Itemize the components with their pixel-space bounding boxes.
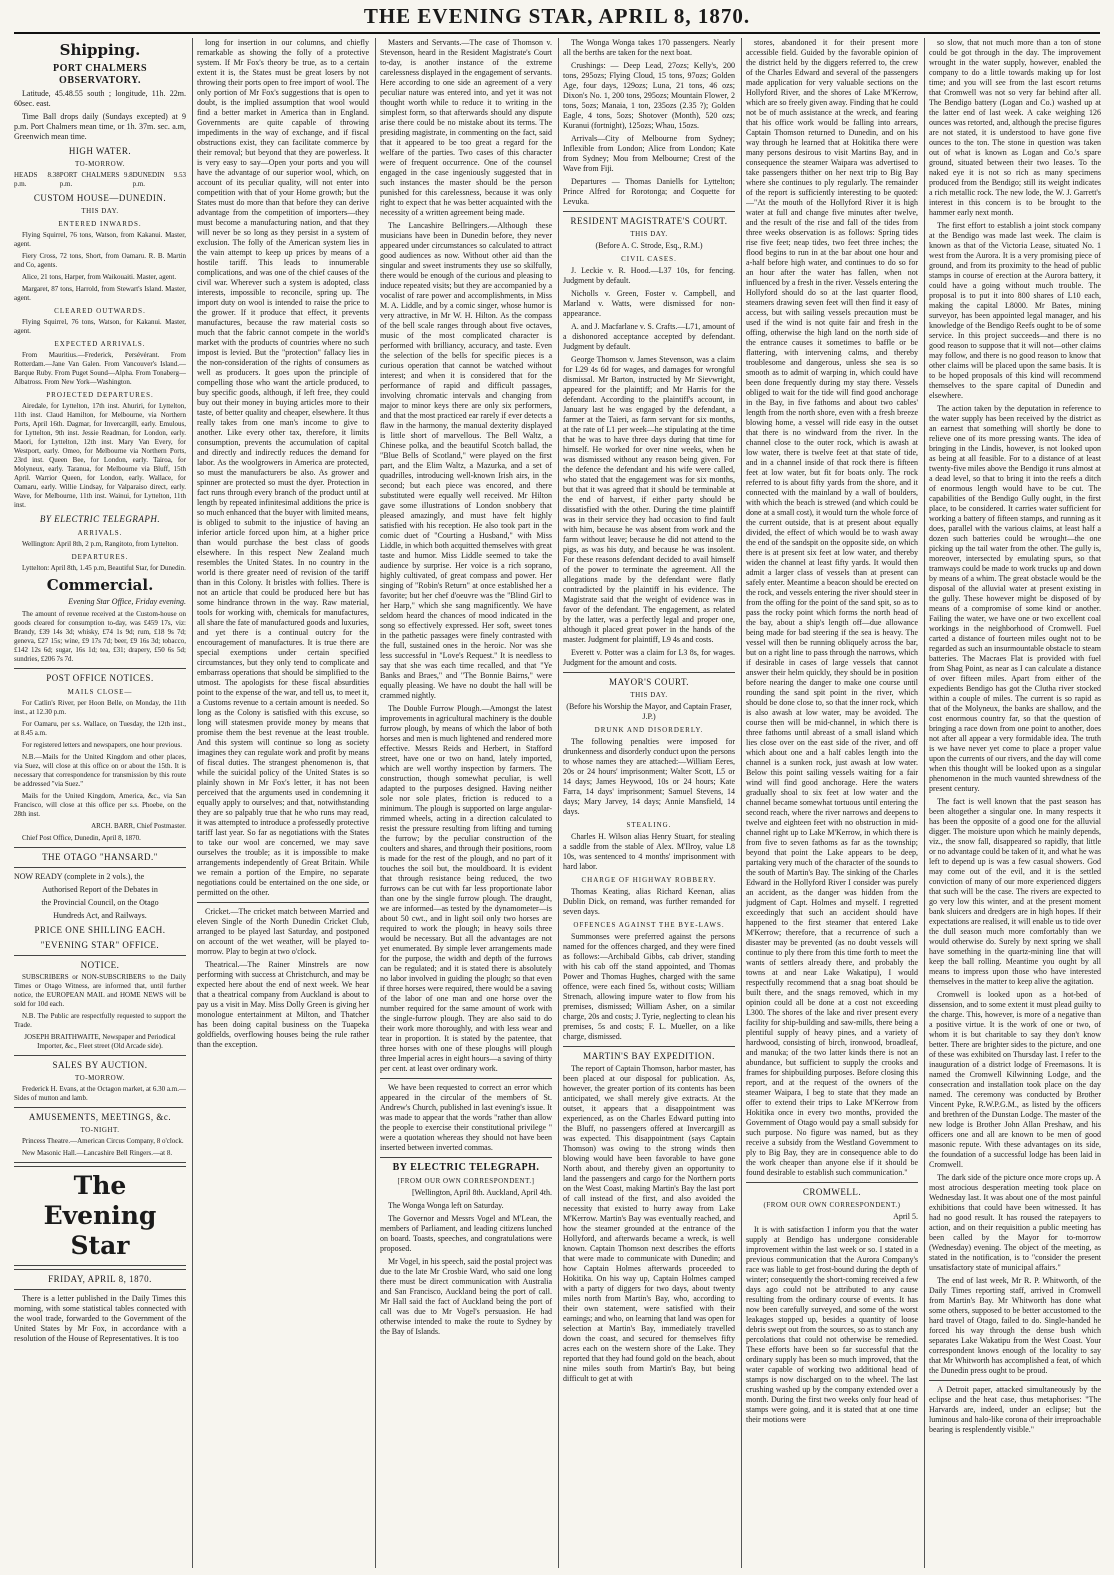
mc-before: (Before his Worship the Mayor, and Captain Fraser, J.P.) [566, 702, 732, 721]
arrivals-paragraph: Arrivals—City of Melbourne from Sydney; Inflexible from London; Alice from London; Kate from Sydney; Mou from Melbourne; Crest of the Wave from Fiji. [563, 134, 735, 173]
divider [14, 668, 186, 669]
column-1 [14, 38, 186, 1568]
divider [14, 1107, 186, 1108]
auction-tomorrow: TO-MORROW. [75, 1074, 125, 1082]
commercial-office: Evening Star Office, Friday evening. [68, 597, 186, 606]
masthead-rule [14, 32, 1100, 34]
outwards-entry: Flying Squirrel, 76 tons, Watson, for Kakanui. Master, agent. [14, 318, 186, 335]
entered-inwards-heading: ENTERED INWARDS. [58, 220, 142, 228]
this-day-label: THIS DAY. [81, 207, 119, 215]
evening-star-logo: The Evening Star [43, 1171, 157, 1260]
hansard-price: PRICE ONE SHILLING EACH. [34, 925, 166, 935]
divider [563, 211, 735, 212]
hansard-line: the Provincial Council, on the Otago [41, 898, 159, 907]
cromwell-paragraph: The fact is well known that the past season has been altogether a singular one. In many respects it has been the opposite of a good one for the alluvial digger. The moisture upon which he mainly depends, viz., the snow fall, disappeared so rapidly, that little or no advantage could be taken of it, and what he was left to depend up is was a few casual showers. God may come out of the evil, and it is the settled conviction of many of our more experienced diggers that such will be the case. The rivers are expected to go very low this winter, and at the present moment bank sluicers and dredgers are in high hopes. If their expectations are realised, it will enable us to tide over the dull season much more comfortably than we would otherwise do. Surely by next spring we shall have something in the quartz-mining line that will keep the ball rolling. Meantime you ought by all means to impress upon those who have interested themselves in the matter to keep alive the agitation. [929, 797, 1101, 986]
divider [14, 955, 186, 956]
telegraph-item: The Wonga Wonga takes 170 passengers. Nearly all the berths are taken for the next boat. [563, 38, 735, 57]
hansard-line: NOW READY (complete in 2 vols.), the [14, 872, 145, 881]
column-rule [741, 38, 742, 1568]
divider [380, 1078, 552, 1079]
tide-table [14, 171, 186, 189]
court-case: Nicholls v. Green, Foster v. Campbell, and Marland v. Watts, were dismissed for non-appearance. [563, 289, 735, 318]
tomorrow-label: TO-MORROW. [75, 160, 125, 168]
tel-arrival-entry: Wellington: April 8th, 2 p.m, Rangitoto, from Lyttelton. [22, 540, 179, 548]
bellringers-paragraph: The Lancashire Bellringers.—Although these musicians have been in Dunedin before, they never appeared under circumstances so calculated to attract good audiences as now. Without other aid than the singular and sweet instruments they use so skilfully, there would be enough of the curious and pleasing to induce repeated visits; but they are accompanied by a vocalist of rare power and accomplishments, in Miss M. A. Liddle, and by a comic singer, whose humor is very attractive, in Mr W. H. Hilton. As the compass of the bell scale ranges through about five octaves, music of the most complicated character is performed with brilliancy, accuracy, and taste. Even the selection of the bells for specific pieces is a curious operation that cannot be watched without interest; and when it is considered that for the performance of rapid and difficult passages, involving chromatic intervals and changing from major to minor keys there are only six performers, and that the most practiced ear rarely if ever detects a flaw in the harmony, the manual dexterity displayed is little short of marvellous. The Bell Waltz, a Chinese polka, and the beautiful Scotch ballad, the "Blue Bells of Scotland," were played on the first part, and the Elim Waltz, a Mazurka, and a set of quadrilles, introducing well-known Irish airs, in the second; but each piece was encored, and there substituted were equally well received. Mr Hilton gave some illustrations of London snobbery that pleased amazingly, and must have felt highly satisfied with his reception. He also took part in the comic duet of "Courting a Husband," with Miss Liddle, in which both acquitted themselves with great taste and humor. Miss Liddle seemed to take the audience by surprise. Her voice is a rich soprano, highly cultivated, of great compass and power. Her singing of "Robin's Return" at once established her a favorite; but her chef d'oeuvre was the "Blind Girl to her Harp," which she sang magnificently. We have seldom heard the chances of mood indicated in the song so effectively expressed. Her soft, sweet tones in the pathetic passages were finely contrasted with the full, sustained ones in the heroic. Nor was she less successful in "Love's Request." It is needless to say that she was each time recalled, and that "Ye Banks and Braes," and "The Bonnie Bairns," were equally pleasing. We have no doubt the hall will be crammed nightly. [380, 221, 552, 700]
own-correspondent-label: [FROM OUR OWN CORRESPONDENT.] [397, 1177, 535, 1185]
commercial-title: Commercial. [46, 576, 154, 594]
telegraph-item: Mr Vogel, in his speech, said the postal project was due to the late Mr Crosbie Ward, who said one long there must be direct communication with Australia and San Francisco, Auckland being the port of call. Mr Hall said the fact of Auckland being the port of call was due to Mr Vogel's persuasion. He had otherwise intended to make the route to Sydney by the Bay of Islands. [380, 1257, 552, 1336]
martins-bay-continuation: stores, abandoned it for their present more accessible field. Guided by the favorable opinion of the district held by the diggers referred to, the crew of the Charles Edward and several of the passengers made application for very valuable sections on the Hollyford River, and the shores of Lake M'Kerrow, which are so freely given away. Finding that he could not be of much assistance at the wreck, and fearing that his office work would be falling into arrears, Captain Thomson returned to Dunedin, and on his way through he learned that at Hokitika there were many persons desirous to visit Martins Bay, and in consequence the steamer Waipara was advertised to take passengers thither on her next trip to Big Bay where she continues to ply regularly. The remainder of the report is sufficiently interesting to be quoted:—"At the mouth of the Hollyford River it is high water at full and change five minutes after twelve, and the result of the rise and fall of the tides from three weeks observation is as follows: Spring tides rise five feet; neap tides, two feet three inches; the flood begins to run in at the bar about one hour and a-half before high water, and continues to do so for an hour after the water has fallen, when not influenced by a fresh in the river. Vessels entering the Hollyford should do so at the last quarter flood, steamers drawing seven feet will then find it easy of access, but with sailing vessels precaution must be used if the wind is not quite fair and fresh in the offing, otherwise the high land on the north side of the entrance causes it sometimes to baffle or be flattering, with intervening calms, and thereby troublesome and dangerous, unless she sea is so smooth as to admit of warping in, which could have been done frequently during my stay there. Vessels obliged to wait for the tide will find good anchorage in the Bay, in five fathoms and about two cables' length from the north shore, even with a fresh breeze blowing home, a vessel will ride easy in the outset that there is no windward from the river. In the channel close to the outer rock, which is awash at low water, there is twelve feet at that state of tide, and in a channel inside of that rock there is fifteen feet at low water, but fit for boats only. The rock referred to is about fifty yards from the shore, and it connected with the mainland by a wall of boulders, with which the beach is strewed (and which could be done at a small cost), it would turn the whole force of the current outside, that is at present about equally divided, the effect of which would be to wash away the end of the sandspit on the opposite side, on which there is at present six feet at low water, and thereby widen the channel at least fifty yards. It would then admit a larger class of vessels than at present can safely enter. Meantime a beacon should be erected on the rock, and vessels entering the river should steer in from the offing for the point of the sand spit, so as to pass the rocky point which forms the north head of the bay, about a ship's length off—due allowance being made for bad steering if the sea is heavy. The vessel will then be running obliquely across the bar, but on a right line to pass through the narrows, which if desirable in cases of large vessels that cannot answer their helm quickly, they should be in position before nearing the danger to make one course until rounding the sand spit point in the river, which should be done close to, so that the inner rock, which is also awash at low water, may be avoided. The course then will be mid-channel, in which there is three fathoms until abreast of a small island which lies close over on the east side of the river, and off which about one and a half cables length into the channel is a sunken rock, just awash at low water. Below this point sailing vessels waiting for a fair wind will find good anchorage. Here the waters gradually shoal to six feet at low water and the channel became somewhat tortuous until entering the second reach, where the river narrows and deepens to twelve and eighteen feet with no obstruction in mid-channel right up to Lake M'Kerrow, in which there is from five to seven fathoms as far as the township; beyond that point the Lake appears to be deep, partaking very much of the character of the sounds to the south of Martin's Bay. The sinking of the Charles Edward in the Hollyford River I consider was purely an accident, as the danger was hidden from the judgment of Capt. Holmes and myself. I regretted exceedingly that such an accident should have happened to the first steamer that entered Lake M'Kerrow; therefore, that a recurrence of such a disaster may be prevented (as no doubt vessels will continue to ply there from this time forth to meet the wants of settlers already there, and probably the towns at and near Lake Wakatipu), I would respectfully recommend that a snag boat should be built there, and the snags removed, which in my opinion could all be done at a cost not exceeding L300. The shores of the lake and river present every facility for ship-building and saw-mills, there being a plentiful supply of heavy pines, and a variety of hardwood, consisting of birch, ironwood, broadleaf, and manuka; of the two latter kinds there is not an abundance, but sufficient to supply the crooks and frames for shipbuilding purposes. Before closing this report, and at the request of the owners of the steamer Waipara, I beg to state that they made an offer to extend their trips to Lake M'Kerrow from Hokitika once in every two months, provided the Government of Otago would pay a small subsidy for such purpose. No figure was named, but as they receive a subsidy from the Westland Government to ply to Big Bay, they are in consequence able to do the work cheaper than anyone else if it should be found desirable to establish such communication." [746, 38, 918, 1177]
amusements-title: AMUSEMENTS, MEETINGS, &c. [28, 1112, 172, 1122]
divider [563, 672, 735, 673]
column-rule [558, 38, 559, 1568]
court-case: Everett v. Potter was a claim for L3 8s, for wages. Judgment for the amount and costs. [563, 648, 735, 667]
amusement-entry: Princess Theatre.—American Circus Company, 8 o'clock. [22, 1137, 184, 1145]
tel-arrivals-heading: ARRIVALS. [77, 529, 123, 537]
issue-date: FRIDAY, APRIL 8, 1870. [48, 1274, 152, 1284]
divider [380, 1157, 552, 1158]
divider [14, 867, 186, 868]
martins-bay-paragraph: The report of Captain Thomson, harbor master, has been placed at our disposal for publication. As, however, the greater portion of its contents has been anticipated, we shall merely give extracts. At the outset, it appears that a disappointment was experienced, as on the Charles Edward putting into the Bluff, no passengers offered at Invercargill as was expected. This disappointment (says Captain Thomson) was owing to the strong winds then blowing would have been favorable to have gone North about, and thereby given an opportunity to land the passengers and cargo for the Northern ports on the West Coast, making Martin's Bay the last port of call instead of the first, and also avoided the necessity that existed to hurry away from Lake M'Kerrow. Martin's Bay was eventually reached, and how the steamer grounded at the entrance of the Hollyford, and afterwards became a wreck, is well known. Captain Thomson next describes the efforts that were made to communicate with Dunedin; and how Captain Holmes afterwards proceeded to Hokitika. On his way up, Captain Holmes camped with a party of diggers for two days, about twenty miles north from Martin's Bay, who, according to their own statement, were satisfied with their earnings; and who, on learning that land was open for selection at Martin's Bay, immediately travelled down the coast, and secured for themselves fifty acres each on the western shore of the Lake. They reported that they had found gold on the beach, about nine miles south from Martin's Bay, but being difficult to get at with [563, 1064, 735, 1383]
editorial-continuation: long for insertion in our columns, and chiefly remarkable as showing the folly of a protective system. If Mr Fox's theory be true, as to a certain extent it is, the States must be great losers by not throwing their ports open to free import of wool. The only portion of Mr Fox's suggestions that is open to doubt, is the implied assumption that wool would find a better market in America than in England. Governments are quite capable of throwing impediments in the way of exchange, and if fiscal obstructions exist, they can facilitate commerce by their removal; but beyond that they are powerless. It is very easy to say—Open your ports and you will have the advantage of our superior wool, which, on account of its peculiar quality, will not enter into competition with that of your Home growth; but the States must do more than that before they can derive advantage from the competition of importers—they must become a manufacturing nation, and that they will never be so long as they persist in a system of exclusion. The folly of the American system lies in the vain attempt to keep up prices by means of a hostile tariff. This leads to innumerable complications, and was one of the chief causes of the civil war. Wherever such a system is adopted, class interests, impossible to reconcile, spring up. The import duty on wool is intended to raise the price to the grower. If it produce that effect, it prevents manufactures, because the raw material costs so much that the fabric cannot compete in the world's market with the products of countries where no such impost is levied. But the "protection" fallacy lies in the non-consideration of the rights of consumers as well as producers. It goes upon the principle of compelling those who want the article produced, to buy specific goods, although, if left free, they could buy out their money in buying articles more to their taste, of better quality and cheaper, elsewhere. It thus really takes from one man's income to give to another. Like every other tax, therefore, it limits consumption, prevents the accumulation of capital and directly and indirectly reduces the demand for labor. As the woolgrowers in America are protected, so must the manufacturers be also. As grower and spinner are protected so must the dyer. Protection in fact runs through every branch of the product until at length by repeated infinitesimal additions the price is so much enhanced that the buyer with limited means, is obliged to submit to the injustice of having an inferior article forced upon him, at a higher price than would purchase the best class of goods elsewhere. In this respect New Zealand much resembles the United States. In no country in the world is there greater need of revision of the tariff than in this Colony. It bristles with follies. There is not an article that could be produced here but has some hindrance thrown in the way. Raw material, tools for working with, chemicals for manufactures, all share the fate of manufactured goods and luxuries, and yet there is a continual outcry for the encouragement of manufactures. It is true there are special exemptions under certain specified circumstances, but they only tend to complicate and embarrass operations that should be simplified to the utmost. The apologists for these fiscal absurdities point to the expense of the war, and tell us, to meet it, a Customs revenue to a certain amount is needed. So long as the Colony is satisfied with this excuse, so long will statesmen provide money by means that promise them the best revenue at the least trouble. And this system will continue so long as society imagines they can regulate work and profit by means of fiscal duties. The strangest phenomenon is, that while the suicidal policy of the United States is so plainly shown in Mr Fox's letter, it has not been perceived that the arguments used in condemning it equally apply to ourselves; and that, notwithstanding they are so palpably true that he who runs may read, it was attempted to introduce a professedly protective tariff last year. So far as negotiations with the States to take our wool are concerned, we may save ourselves the trouble; as it is impossible to make arrangements independently of Great Britain. While we remain a portion of the Empire, no separate negotiations could be entertained on the one side, or permitted on the other. [197, 38, 369, 897]
postmaster-signature: ARCH. BARR, Chief Postmaster. [91, 822, 186, 830]
cromwell-paragraph: The action taken by the deputation in reference to the water supply has been received by the district as an earnest that something will shortly be done to relieve one of its more pressing wants. The idea of bringing in the Lindis, however, is not looked upon as being at all feasible. For to a distance of at least twenty-five miles above the Bendigo it runs almost at a dead level, so that to bring it into the reefs a ditch of enormous length would have to be cut. The capabilities of the Bendigo Gully ought, in the first place, to be considered. It carries water sufficient for working a battery of fifteen stamps, and running as it does, parallel with the various claims, at least half a dozen such batteries could be wrought—the one picking up the tail water from the other. The gully is, moreover, intersected by emulating spurs, so that tramways could be made to work trucks up and down by means of a whim. The great obstacle would be the disposal of the alluvial water at present existing in the gully. These however might be disposed of by means of a compromise of some kind or another. Failing the water, we have one or two excellent coal workings in the neighborhood of Cromwell. Fuel carted a distance of fourteen miles ought not to be regarded as such an insurmountable obstacle to steam batteries. The Macraes Flat is provided with fuel from Shag Point, as near as I can calculate a distance of over fifteen miles. Apart from either of the expedients Bendigo has got the Clutha river stocked within a couple of miles. The current is so rapid as that of the Molyneux, the banks are shallow, and the cost enormous country far, so that the question of bringing a race down from one point to another, does not after all appear a very formidable idea. The truth is we have never yet come to place a proper value upon the currents of our rivers, and the day will come when this thought will be looked upon as a singular phenomenon in the much vaunted shrewdness of the present century. [929, 404, 1101, 793]
cromwell-paragraph: The first effort to establish a joint stock company at the Bendigo was made last week. The claim is known as that of the Victoria Lease, situated No. 1 west from the Aurora. It is a very promising piece of ground, and from its proximity to the head of public stamps in course of erection at the Aurora battery, it could have a going without much trouble. The proposal is to put it into 800 shares of L10 each, making the capital L8000. Mr Bates, mining surveyor, has been appointed legal manager, and his knowledge of the Bendigo Reefs ought to be of some service. In this project succeeds—and there is no good reason to suppose that it will not—other claims may follow, and there is no good reason to know that other claims will be placed upon the same basis. It is to be hoped proposals of this kind will recommend themselves to the spare capital of Dunedin and elsewhere. [929, 221, 1101, 400]
hansard-title: THE OTAGO "HANSARD." [42, 852, 158, 862]
column-3 [380, 38, 552, 1568]
court-case: J. Leckie v. R. Hood.—L37 10s, for fencing. Judgment by default. [563, 266, 735, 285]
shipping-title: Shipping. [59, 41, 141, 59]
port-observatory-heading: PORT CHALMERS OBSERVATORY. [52, 63, 148, 86]
latitude-text: Latitude, 45.48.55 south ; longitude, 11h. 22m. 60sec. east. [14, 89, 186, 108]
crushings-paragraph: Crushings: — Deep Lead, 27ozs; Kelly's, 200 tons, 295ozs; Flying Cloud, 15 tons, 97ozs; Golden Age, four days, 129ozs; Luna, 21 tons, 46 ozs; Dixon's No. 1, 200 tons, 295ozs; Mountain Flower, 2 tons, 5ozs; Manaia, 1 ton, 235ozs (2.35 ?); Golden Eagle, 4 tons, 5ozs; Shotover (Month), 520 ozs; Kuranui (fortnight), 125ozs; Whau, 15ozs. [563, 61, 735, 130]
masthead: THE EVENING STAR, APRIL 8, 1870. [363, 4, 751, 28]
telegraph-heading: BY ELECTRIC TELEGRAPH. [392, 1162, 540, 1173]
court-case: Summonses were preferred against the persons named for the offences charged, and they were fined as follows:—Archibald Gibbs, cab driver, standing with his cab off the stand appointed, and Thomas Power and Thomas Hughes, charged with the same offence, were each fined 5s, without costs; William Strenach, allowing impure water to flow from his premises, dismissed; William Asher, on a similar charge, 20s and costs; J. Tyrie, neglecting to clean his premises, 5s and costs; F. L. Mueller, on a like charge, dismissed. [563, 932, 735, 1041]
inwards-entry: Flying Squirrel, 76 tons, Watson, from Kakanui. Master, agent. [14, 231, 186, 248]
projected-departures-heading: PROJECTED DEPARTURES. [46, 391, 154, 399]
inwards-entry: Fiery Cross, 72 tons, Short, from Oamaru. R. B. Martin and Co, agents. [14, 252, 186, 269]
mail-notice: N.B.—Mails for the United Kingdom and other places, via Suez, will close at this office on or about the 15th. It is necessary that correspondence for transmission by this route be addressed "via Suez." [14, 753, 186, 788]
mails-close-label: MAILS CLOSE— [67, 688, 133, 696]
rm-court-heading: RESIDENT MAGISTRATE'S COURT. [570, 216, 728, 226]
time-ball-text: Time Ball drops daily (Sundays excepted) at 9 p.m. Port Chalmers mean time, or 1h. 37m. sec. a.m, Greenwich mean time. [14, 112, 186, 141]
stealing-heading: STEALING. [626, 821, 672, 829]
civil-cases-heading: CIVIL CASES. [621, 255, 677, 263]
mail-notice: For Oamaru, per s.s. Wallace, on Tuesday, the 12th inst., at 8.45 a.m. [14, 720, 186, 737]
telegraph-item: The Wonga Wonga left on Saturday. [388, 1201, 504, 1210]
mail-notice: For registered letters and newspapers, one hour previous. [22, 741, 182, 749]
cleared-outwards-heading: CLEARED OUTWARDS. [54, 307, 146, 315]
martins-bay-heading: MARTIN'S BAY EXPEDITION. [583, 1051, 715, 1061]
drunk-heading: DRUNK AND DISORDERLY. [594, 726, 704, 734]
divider [746, 1182, 918, 1183]
custom-house-heading: CUSTOM HOUSE—DUNEDIN. [33, 193, 167, 203]
rm-this-day: THIS DAY. [630, 230, 668, 238]
telegraph-heading: BY ELECTRIC TELEGRAPH. [39, 514, 161, 524]
theatrical-paragraph: Theatrical.—The Rainer Minstrels are now performing with success at Christchurch, and may be expected here about the end of next week. We hear that a theatrical company from Auckland is about to pay us a visit in May. Miss Dolly Green is giving her monologue entertainment at Milton, and Thatcher has been doing capital business on the Tuapeka goldfields, overflowing houses being the rule rather than the exception. [197, 960, 369, 1049]
inwards-entry: Margaret, 87 tons, Harrold, from Stewart's Island. Master, agent. [14, 285, 186, 302]
double-divider [14, 1162, 186, 1167]
mail-notice: Mails for the United Kingdom, America, &c., via San Francisco, will close at this office per s.s. Phoebe, on the 28th inst. [14, 792, 186, 818]
cricket-paragraph: Cricket.—The cricket match between Married and eleven Single of the North Dunedin Cricket Club, arranged to be played last Saturday, and postponed on account of the wet weather, will be played to-morrow. Play to begin at two o'clock. [197, 907, 369, 956]
court-case: George Thomson v. James Stevenson, was a claim for L29 4s 6d for wages, and damages for wrongful dismissal. Mr Barton, instructed by Mr Sievwright, appeared for the plaintiff; and Mr Harris for the defendant. According to the plaintiff's account, in January last he was engaged by the defendant, a farmer at the Taieri, as farm servant for six months, at the rate of L1 per week—he stipulating at the time that he was to have three days during that time for himself. He worked for over nine weeks, when he was dismissed without any reason being given. For the defence the defendant and his wife were called, who stated that the engagement was for six months, but that it was agreed that it should be terminable at the end of harvest, if either party should be dissatisfied with the other. During the time plaintiff was in their service they had occasion to find fault with him, because he was absent from work and the farm without leave; because he did not attend to the pigs, as was his duty, and because he was insolent. For these reasons defendant decided to avail himself of the power to terminate the agreement. All the allegations made by the defendant were flatly contradicted by the plaintiff in his evidence. The Magistrate said that the weight of evidence was in favor of the defendant. The engagement, as related by the latter, was a perfectly legal and proper one, although it placed great power in the hands of the master. Judgment for plaintiff, L9 4s and costs. [563, 355, 735, 644]
column-6 [929, 38, 1101, 1568]
rm-before: (Before A. C. Strode, Esq., R.M.) [595, 241, 703, 250]
amusement-entry: New Masonic Hall.—Lancashire Bell Ringers.—at 8. [22, 1149, 173, 1157]
high-water-heading: HIGH WATER. [68, 146, 132, 156]
tide-dunedin: DUNEDIN 9.53 p.m. [132, 171, 186, 188]
amusements-tonight: TO-NIGHT. [80, 1126, 120, 1134]
notice-nb: N.B. The Public are respectfully requested to support the Trade. [14, 1012, 186, 1029]
plough-paragraph: The Double Furrow Plough.—Amongst the latest improvements in agricultural machinery is the double furrow plough, by means of which the labor of both horses and men is much lightened and rendered more effective. Messrs Reids and Herbert, in Stafford street, have one or two on hand, lately imported, which are well worthy inspection by farmers. The construction, though somewhat peculiar, is well adapted to the purposes designed. Having neither sole nor sole plates, friction is reduced to a minimum. The plough is supported on large angular-rimmed wheels, acting in a direction calculated to resist the pressure resulting from lifting and turning the furrow; by the peculiar construction of the coulters and shares, and through their positions, room is made for the rest of the plough, and no part of it touches the soil but, the mouldboard. It is evident that through resistance being reduced, the two furrows can be cut with far less proportionate labor than one by the single furrow plough. The draught, we are informed—as tested by the dynamometer—is about 50 cwt., and in light soil only two horses are required to work the plough; in heavy soils three would be necessary. But all the advantages are not yet enumerated. By simple lever arrangements made for the purpose, the width and depth of the furrows can be regulated; and it is stated there is absolutely no labor involved in guiding the plough; so that even if three horses were required, there would be a saving of the labor of one man and one horse over the number required for the same amount of work with the single-furrow plough. They are also said to do their work more thoroughly, and with less wear and tear in proportion. It is stated by the patentee, that three horses with one of these ploughs will plough three Imperial acres in eight hours—a saving of thirty per cent. at least over ordinary work. [380, 704, 552, 1073]
columns [14, 38, 1100, 1568]
divider [14, 1289, 186, 1290]
divider [929, 1380, 1101, 1381]
highway-heading: CHARGE OF HIGHWAY ROBBERY. [581, 876, 717, 884]
court-case: The following penalties were imposed for drunkenness and disorderly conduct upon the persons to whose names they are attached:—William Eeres, 20s or 24 hours' imprisonment; Walter Scott, L5 or 14 days; James Heywood, 10s or 24 hours; Kate Farra, 14 days' imprisonment; Samuel Stevens, 14 days; Mary Jarvey, 14 days; Annie Mansfield, 14 days. [563, 737, 735, 816]
column-rule [375, 38, 376, 1568]
column-rule [192, 38, 193, 1568]
cromwell-paragraph: The dark side of the picture once more crops up. A most atrocious desperation meeting took place on Wednesday last. It was about one of the most painful exhibitions that could have been witnessed. It has had no good result. It has roused the ratepayers to action, and on their requisition a public meeting has been called by the Mayor for to-morrow (Wednesday) evening. The object of the meeting, as stated in the notification, is to "consider the present unsatisfactory state of municipal affairs." [929, 1173, 1101, 1272]
telegraph-dateline: [Wellington, April 8th. Auckland, April 4th. [411, 1188, 552, 1197]
mayors-court-heading: MAYOR'S COURT. [608, 677, 690, 687]
column-5 [746, 38, 918, 1568]
telegraph-item: The Governor and Messrs Vogel and M'Lean, the members of Parliament, and leading citizens lunched on board. Toasts, speeches, and congratulations were proposed. [380, 1214, 552, 1253]
post-office-heading: POST OFFICE NOTICES. [46, 673, 154, 683]
arrivals-list: From Mauritius.—Frederick, Persévérant. From Rotterdam.—Jane Van Galen. From Vancouver's Island.—Barque Ruby. From Puget Sound—Alpha. From Tonaberg—Albatross. From New York—Washington. [14, 351, 186, 386]
tide-port-chalmers: PORT CHALMERS 9.8 p.m. [59, 171, 133, 188]
cromwell-heading: CROMWELL. [802, 1187, 862, 1197]
notice-signature: JOSEPH BRAITHWAITE, Newspaper and Periodical Importer, &c., Fleet street (Old Arcade side). [24, 1033, 176, 1050]
cromwell-correspondent: (FROM OUR OWN CORRESPONDENT.) [763, 1201, 901, 1209]
divider [197, 902, 369, 903]
mc-this-day: THIS DAY. [630, 691, 668, 699]
column-2 [197, 38, 369, 1568]
correction-paragraph: We have been requested to correct an error which appeared in the circular of the members of St. Andrew's Church, published in last evening's issue. It was made to appear that the words "rather than allow the people to exercise their constitutional privilege " were a quotation whereas they should not have been inserted between inverted commas. [380, 1083, 552, 1152]
hansard-line: Hundreds Act, and Railways. [53, 911, 147, 920]
court-case: Charles H. Wilson alias Henry Stuart, for stealing a saddle from the stable of Alex. M'Ilroy, value L8 10s, was sentenced to 4 months' imprisonment with hard labor. [563, 832, 735, 871]
cromwell-paragraph: so slow, that not much more than a ton of stone could be got through in the day. The improvement wrought in the water supply, however, enabled the company to do a little towards making up for lost time; and you will see from the last escort returns that Cromwell was not so very far behind after all. The Bendigo battery (Logan and Co.) washed up at the latter end of last week. A cake weighing 126 ounces was retorted, and, although the precise figures are not stated, it is understood to have gone five ounces to the ton. The stone in question was taken out of what is known as Logan and Co.'s spare ground, situated between their two leases. To the naked eye it is not so rich as many specimens produced from the Bendigo; still its weight indicates a rich metallic rock. The new lode, the W. J. Garrett's interest in this concern is to be brought to the hammer early next month. [929, 38, 1101, 217]
departures-paragraph: Departures — Thomas Daniells for Lyttelton; Prince Alfred for Rorotonga; and Coquette for Levuka. [563, 177, 735, 206]
post-office-date: Chief Post Office, Dunedin, April 8, 1870. [22, 834, 141, 842]
tide-heads: HEADS 8.38 p.m. [14, 171, 60, 188]
auction-title: SALES BY AUCTION. [52, 1060, 148, 1070]
departures-list: Airedale, for Lyttelton, 17th inst. Ahuriri, for Lyttelton, 11th inst. Claud Hamilton, for Melbourne, via Northern Ports, April 16th. Dagmar, for Invercargill, early. Emulous, for Lyttelton, 9th inst. Jessie Readman, for London, early. Maori, for Lyttelton, 12th inst. Mary Van Every, for Westport, early. Omeo, for Melbourne via Northern Ports, 23rd inst. Queen Bee, for London, early. Tairoa, for Molyneux, early. Taranua, for Melbourne via Bluff, 15th April. Warrior Queen, for London, early. Wallace, for Oamaru, early. Willie Lindsay, for Valparaiso direct, early. Wave, for Melbourne, 11th inst. Wainui, for Lyttelton, 11th inst. [14, 402, 186, 509]
column-rule [924, 38, 925, 1568]
hansard-line: Authorised Report of the Debates in [42, 885, 158, 894]
cromwell-paragraph: Cromwell is looked upon as a hot-bed of dissension, and to some extent it must plead guilty to the charge. This, however, is more of a negative than a positive virtue. It is the work of one or two, of whom it is but charitable to say they don't know better. There are brighter sides to the picture, and one of these was exhibited on Thursday last. I refer to the inauguration of a district lodge of Freemasons. It is named the Cromwell Kilwinning Lodge, and the consecration and installation took place on the day named. The ceremony was conducted by Brother Vincent Pyke, R.W.P.G.M., as listed by the officers and brethren of the Dunstan Lodge. The master of the new lodge is Brother John Allan Preshaw, and his officers one and all are known to be men of good masonic repute. With these advantages on its side, the foundation of a successful lodge has been laid in Cromwell. [929, 990, 1101, 1169]
tel-departures-heading: DEPARTURES. [71, 553, 129, 561]
commercial-body: The amount of revenue received at the Custom-house on goods cleared for consumption to-day, was £459 17s, viz: Brandy, £39 14s 3d; whisky, £74 1s 9d; rum, £18 9s 7d; geneva, £27 15s; wine, £9 17s 7d; beer, £9 16s 3d; tobacco, £142 12s 6d; sugar, 16s 1d; tea, £31; drapery, £50 6s 5d; sundries, £206 7s 7d. [14, 610, 186, 663]
tel-departure-entry: Lyttelton: April 8th, 1.45 p.m, Beautiful Star, for Dunedin. [22, 564, 186, 572]
auction-entry: Frederick H. Evans, at the Octagon market, at 6.30 a.m.—Sides of mutton and lamb. [14, 1085, 186, 1102]
cromwell-paragraph: The end of last week, Mr R. P. Whitworth, of the Daily Times reporting staff, arrived in Cromwell from Martin's Bay. Mr Whitworth has done what some others, supposed to be better accustomed to the hard travel of Otago, failed to do. Single-handed he forced his way through the dense bush which separates Lake Wakatipu from the West Coast. Your correspondent knows enough of the locality to say that Mr Whitworth has accomplished a feat, of which the Dunedin press ought to be proud. [929, 1276, 1101, 1375]
court-case: A. and J. Macfarlane v. S. Crafts.—L71, amount of a dishonored acceptance accepted by defendant. Judgment by default. [563, 322, 735, 351]
notice-title: NOTICE. [80, 960, 120, 970]
hansard-office: "EVENING STAR" OFFICE. [40, 940, 160, 950]
divider [14, 1055, 186, 1056]
mail-notice: For Catlin's River, per Hoon Belle, on Monday, the 11th inst., at 12.30 p.m. [14, 699, 186, 716]
court-case: Thomas Keating, alias Richard Keenan, alias Dublin Dick, on remand, was further remanded for seven days. [563, 887, 735, 916]
cromwell-date: April 5. [893, 1212, 918, 1221]
byelaws-heading: OFFENCES AGAINST THE BYE-LAWS. [573, 921, 725, 929]
notice-body: SUBSCRIBERS or NON-SUBSCRIBERS to the Daily Times or Otago Witness, are informed that, until further notice, the EUROPEAN MAIL and HOME NEWS will be sold for 10d each. [14, 973, 186, 1008]
editorial-paragraph: There is a letter published in the Daily Times this morning, with some statistical tables connected with the wool trade, forwarded to the Government of the United States by Mr Fox, in accordance with a resolution of the House of Representatives. It is too [14, 1294, 186, 1343]
column-4 [563, 38, 735, 1568]
double-divider [14, 1265, 186, 1270]
divider [14, 847, 186, 848]
expected-arrivals-heading: EXPECTED ARRIVALS. [54, 340, 146, 348]
divider [563, 1046, 735, 1047]
masters-servants-paragraph: Masters and Servants.—The case of Thomson v. Stevenson, heard in the Resident Magistrate's Court to-day, is another instance of the extreme carelessness displayed in the engagement of servants. Here according to one side an agreement of a very peculiar nature was entered into, and yet it was not thought worth while to reduce it to writing in the simplest form, so that afterwards should any dispute arise there could be no mistake about its terms. The presiding magistrate, in commenting on the fact, said that it appeared to be too great a regard for the welfare of the parties. Two cases of this character were of frequent occurrence. One of the counsel engaged in the case ingeniously suggested that in such instances the master should be the person punished for this carelessness, because it was only right to expect that he was better acquainted with the necessity of a written agreement being made. [380, 38, 552, 217]
inwards-entry: Alice, 21 tons, Harper, from Waikouaiti. Master, agent. [22, 273, 177, 281]
cromwell-paragraph: It is with satisfaction I inform you that the water supply at Bendigo has undergone considerable improvement within the last week or so. I stated in a previous communication that the Aurora Company's race was liable to get frost-bound during the depth of winter; consequently the short-coming received a few days ago could not be attributed to any cause resulting from the ordinary course of events. It has now been carefully surveyed, and some of the worst leakages stopped up, besides a quantity of loose debris swept out from the sources, so as to stanch any percolations that could not otherwise be remedied. These efforts have been so far successful that the ordinary supply has been so much improved, that the water capable of working two additional head of stamps is now discharged on to the wheel. The last crushing washed up by the company extended over a month. During the first two weeks only four head of stamps were going, and it is stated that at one time their motions were [746, 1225, 918, 1424]
detroit-paragraph: A Detroit paper, attacked simultaneously by the eclipse and the heat case, thus metaphorises: "The Harvards are, indeed, under an eclipse; but the luminous and halo-like corona of their irreproachable bearing is resplendently visible." [929, 1385, 1101, 1434]
